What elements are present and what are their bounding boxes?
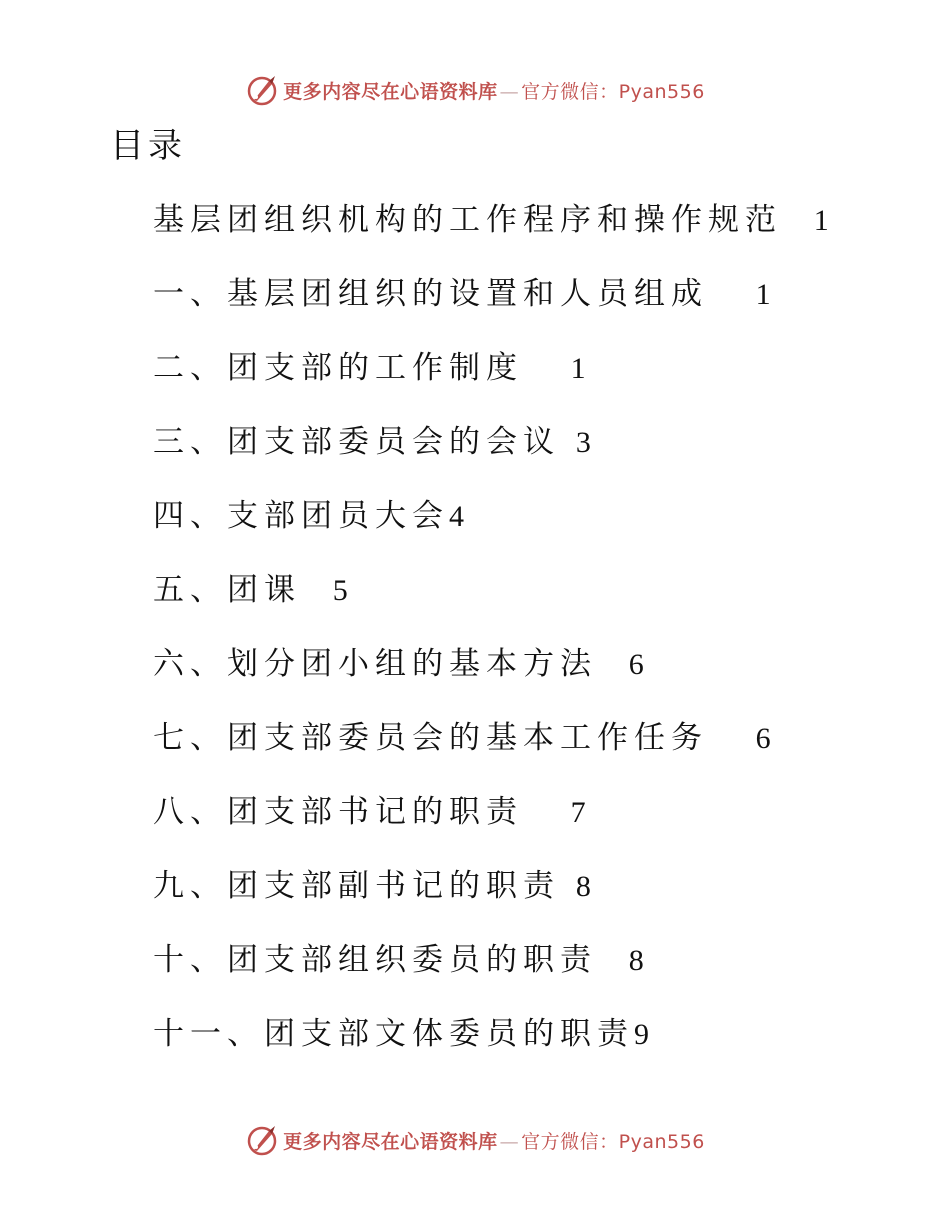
toc-entry-label: 八、团支部书记的职责	[153, 794, 523, 830]
toc-title: 目录	[110, 126, 186, 166]
toc-entry[interactable]	[153, 638, 913, 712]
toc-entry-label: 十、团支部组织委员的职责	[153, 942, 597, 978]
toc-entry-page: 1	[813, 204, 829, 237]
toc-entry[interactable]	[153, 268, 913, 342]
toc-entry[interactable]	[153, 860, 913, 934]
toc-entry-label: 九、团支部副书记的职责	[153, 868, 560, 904]
watermark-banner-bottom	[0, 1120, 950, 1160]
toc-entry-page: 7	[570, 796, 586, 829]
toc-entry-label: 十一、团支部文体委员的职责	[153, 1016, 634, 1052]
toc-entry[interactable]	[153, 1008, 913, 1082]
toc-entry-page: 1	[570, 352, 586, 385]
toc-entry-page: 9	[634, 1018, 649, 1051]
watermark-text: 更多内容尽在心语资料库 — 官方微信：Pyan556	[283, 80, 705, 103]
toc-entry-page: 4	[449, 500, 464, 533]
toc-entry-label: 四、支部团员大会	[153, 498, 449, 534]
watermark-banner-top	[0, 70, 950, 110]
toc-entry[interactable]	[153, 712, 913, 786]
toc-entry-page: 6	[628, 648, 644, 681]
quill-pen-circle-icon	[245, 73, 279, 107]
toc-entry-label: 五、团课	[153, 572, 301, 608]
toc-entry[interactable]	[153, 564, 913, 638]
toc-entry[interactable]	[153, 194, 913, 268]
toc-entry-label: 一、基层团组织的设置和人员组成	[153, 276, 708, 312]
toc-entry-label: 三、团支部委员会的会议	[153, 424, 560, 460]
toc-entry[interactable]	[153, 934, 913, 1008]
watermark-text: 更多内容尽在心语资料库 — 官方微信：Pyan556	[283, 1130, 705, 1153]
toc-entry-page: 6	[755, 722, 771, 755]
toc-entry-page: 8	[575, 870, 591, 903]
toc-entry-label: 六、划分团小组的基本方法	[153, 646, 597, 682]
toc-entry-label: 基层团组织机构的工作程序和操作规范	[153, 202, 782, 238]
toc-entry-page: 1	[755, 278, 771, 311]
toc-entry[interactable]	[153, 416, 913, 490]
quill-pen-circle-icon	[245, 1123, 279, 1157]
toc-entry[interactable]	[153, 490, 913, 564]
toc-entry-label: 七、团支部委员会的基本工作任务	[153, 720, 708, 756]
toc-entry[interactable]	[153, 786, 913, 860]
toc-entry-page: 3	[575, 426, 591, 459]
toc-entry-page: 8	[628, 944, 644, 977]
toc-entry-label: 二、团支部的工作制度	[153, 350, 523, 386]
toc-entry-page: 5	[332, 574, 348, 607]
toc-entry[interactable]	[153, 342, 913, 416]
toc-list	[153, 194, 913, 1082]
